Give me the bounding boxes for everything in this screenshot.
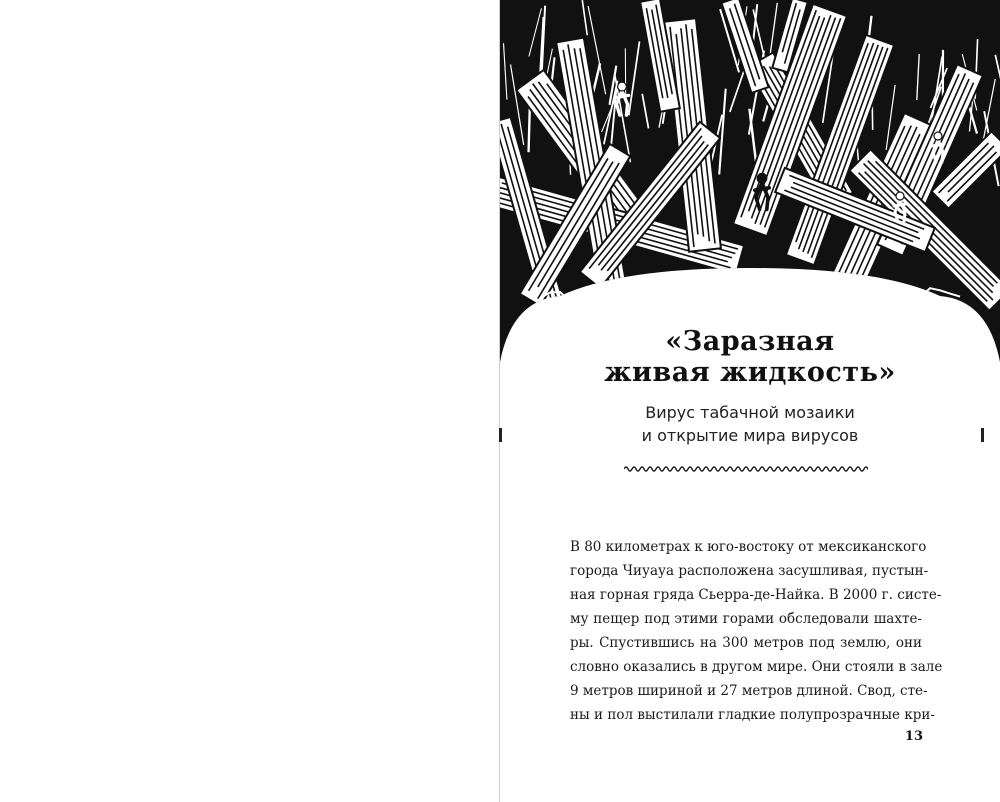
body-text-line: му пещер под этими горами обследовали шахте-	[570, 611, 922, 627]
cave-floor-edge	[540, 279, 960, 301]
body-text-line: ны и пол выстилали гладкие полупрозрачные кри-	[570, 707, 935, 723]
page-number: 13	[904, 729, 923, 744]
chapter-title-line: «Заразная	[665, 326, 835, 357]
body-text	[570, 535, 943, 727]
wavy-divider-ornament	[624, 464, 868, 474]
left-page-blank	[0, 0, 499, 802]
body-text-line: ры. Спустившись на 300 метров под землю, они	[570, 635, 922, 651]
body-text-line: города Чиуауа расположена засушливая, пустын-	[570, 563, 929, 579]
crystal-cave-illustration	[500, 0, 1000, 370]
body-text-line: 9 метров шириной и 27 метров длиной. Свод, сте-	[570, 683, 928, 699]
chapter-title	[500, 326, 1000, 388]
body-text-line: словно оказались в другом мире. Они стояли в зале	[570, 659, 943, 675]
chapter-subtitle	[500, 401, 1000, 447]
chapter-subtitle-line: и открытие мира вирусов	[641, 426, 859, 445]
chapter-subtitle-line: Вирус табачной мозаики	[645, 403, 855, 422]
body-text-line: ная горная гряда Сьерра-де-Найка. В 2000 г. систе-	[570, 587, 942, 603]
chapter-title-line: живая жидкость»	[604, 357, 896, 388]
body-text-line: В 80 километрах к юго-востоку от мексиканского	[570, 539, 927, 555]
